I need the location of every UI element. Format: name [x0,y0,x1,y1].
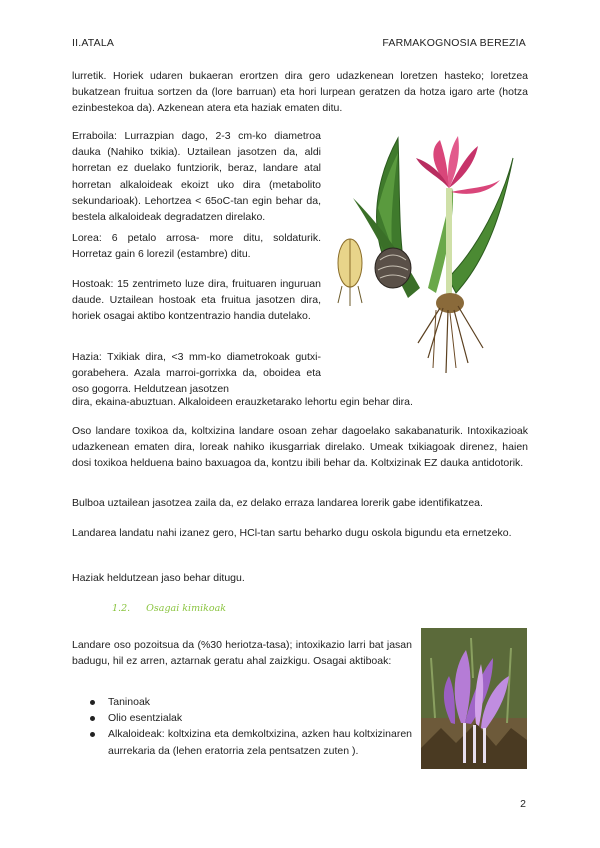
list-item: Taninoak [72,694,412,710]
active-compounds-list [72,694,412,759]
header-left: II.ATALA [72,37,115,49]
osagai-intro-paragraph: Landare oso pozoitsua da (%30 heriotza-tasa); intoxikazio larri bat jasan badugu, hil ez arren, aztarnak geratu ahal zaizkigu. Osagai aktiboak: [72,639,412,668]
hazia-paragraph: Hazia: Txikiak dira, <3 mm-ko diametrokoak gutxi-gorabehera. Azala marroi-gorrixka da, oboidea eta oso gogorra. Heldutzean jasotzen [72,351,321,396]
bullet-icon [90,732,95,737]
toxicity-paragraph: Oso landare toxikoa da, koltxizina landare osoan zehar dagoelako sakabanaturik. Intoxikazioak udazkenean ematen dira, loreak nahiko ikusgarriak direlako. Umeak txikiagoak direnez, haien dosi toxikoa helduena baino baxuagoa da, kontzu ibili behar da. Koltxizinak EZ dauka antidotorik. [72,425,528,470]
header-right: FARMAKOGNOSIA BEREZIA [382,37,526,49]
page-number: 2 [520,798,526,810]
hostoak-paragraph: Hostoak: 15 zentrimeto luze dira, fruituaren inguruan daude. Uztailean hostoak eta fruitua jasotzen dira, horiek osagai aktibo kontzentrazio handia dutelako. [72,278,321,323]
landatu-paragraph: Landarea landatu nahi izanez gero, HCl-tan sartu beharko dugu oskola bigundu eta ernetzeko. [72,527,512,539]
bullet-icon [90,700,95,705]
haziak-paragraph: Haziak heldutzean jaso behar ditugu. [72,572,245,584]
section-number: 1.2. [112,603,131,614]
bullet-icon [90,716,95,721]
colchicum-flower-photo [421,628,527,769]
section-title: Osagai kimikoak [146,603,227,614]
list-item: Olio esentzialak [72,710,412,726]
list-item: Alkaloideak: koltxizina eta demkoltxizina, azken hau koltxizinaren aurrekaria da (lehen eratorria zela pentsatzen zuten ). [72,726,412,758]
intro-paragraph: lurretik. Horiek udaren bukaeran erortzen dira gero udazkenean loretzen hasteko; loretzea bukatzean fruitua sortzen da (lore barruan) eta hori lurpean geratzen da hotza igaro arte (hotza ezinbestekoa da). Azkenean atera eta haziak ematen ditu. [72,70,528,115]
lorea-paragraph: Lorea: 6 petalo arrosa- more ditu, soldaturik. Horretaz gain 6 lorezil (estambre) ditu. [72,232,321,261]
erraboila-paragraph: Erraboila: Lurrazpian dago, 2-3 cm-ko diametroa dauka (Nahiko txikia). Uztailean jasotzen da, aldi horretan ez duelako funtziorik, beraz, landare atal horretan alkaloideak ekoizt uko dira (metabolito sekundarioak). Lehortzea < 65oC-tan egin behar da, bestela alkaloideak degradatzen direlako. [72,130,321,224]
bulboa-paragraph: Bulboa uztailean jasotzea zaila da, ez delako erraza landarea lorerik gabe identifikatzea. [72,497,483,509]
section-heading [112,603,226,614]
colchicum-botanical-illustration [328,128,528,378]
hazia-continuation: dira, ekaina-abuztuan. Alkaloideen erauzketarako lehortu egin behar dira. [72,396,413,408]
